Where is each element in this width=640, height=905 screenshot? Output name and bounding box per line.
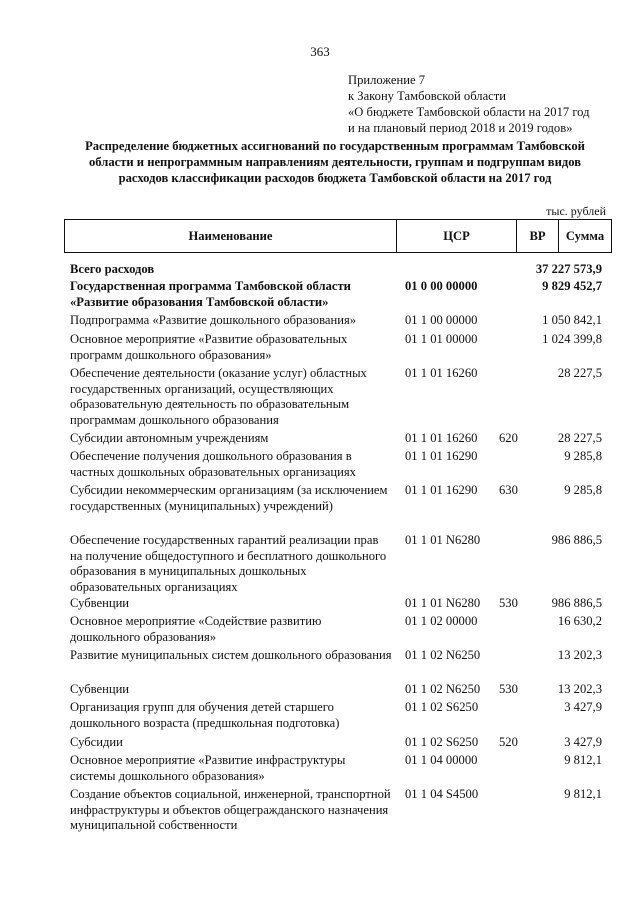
- row-vr: 630: [499, 483, 518, 497]
- row-name: Организация групп для обучения детей старшего дошкольного возраста (предшкольная подготовка): [70, 700, 340, 730]
- row-csr: 01 1 04 S4500: [405, 787, 479, 801]
- row-sum: 13 202,3: [557, 648, 602, 662]
- page-number: 363: [310, 44, 330, 59]
- row-sum: 986 886,5: [551, 596, 602, 610]
- row-csr: 01 1 02 N6250: [405, 648, 481, 662]
- row-csr: 01 1 02 S6250: [405, 735, 479, 749]
- units-label: тыс. рублей: [546, 204, 606, 218]
- row-sum: 9 285,8: [564, 449, 602, 463]
- row-csr: 01 1 01 16290: [405, 449, 478, 463]
- row-csr: 01 1 02 N6250: [405, 682, 481, 696]
- row-sum: 986 886,5: [551, 533, 602, 547]
- row-csr: 01 1 01 16260: [405, 431, 478, 445]
- row-csr: 01 1 01 N6280: [405, 596, 481, 610]
- row-name: Основное мероприятие «Содействие развитию дошкольного образования»: [70, 614, 322, 644]
- header-vr: ВР: [516, 220, 558, 252]
- row-sum: 16 630,2: [557, 614, 602, 628]
- row-name: Подпрограмма «Развитие дошкольного образования»: [70, 313, 357, 327]
- row-csr: 01 1 01 16290: [405, 483, 478, 497]
- document-title: Распределение бюджетных ассигнований по государственным программам Тамбовской области и непрограммным направлениям деятельности, группам и подгруппам видов расходов классификации расходов бюджета Тамбовской области на 2017 год: [85, 139, 585, 185]
- header-name: Наименование: [188, 228, 273, 243]
- appendix-line-4: и на плановый период 2018 и 2019 годов»: [348, 121, 573, 135]
- row-vr: 530: [499, 682, 518, 696]
- row-sum: 9 812,1: [564, 753, 602, 767]
- appendix-reference: [348, 72, 590, 136]
- row-name: Обеспечение деятельности (оказание услуг) областных государственных организаций, осуществляющих образовательную деятельность по образовательным программам дошкольного образования: [70, 366, 367, 427]
- row-name: Субсидии: [70, 735, 123, 749]
- row-csr: 01 1 01 N6280: [405, 533, 481, 547]
- row-name: Субсидии некоммерческим организациям (за исключением государственных (муниципальных) учреждений): [70, 483, 388, 513]
- row-name: Основное мероприятие «Развитие инфраструктуры системы дошкольного образования»: [70, 753, 346, 783]
- appendix-line-3: «О бюджете Тамбовской области на 2017 год: [348, 105, 590, 119]
- row-csr: 01 1 02 S6250: [405, 700, 479, 714]
- header-sum: Сумма: [558, 220, 611, 252]
- header-csr: ЦСР: [396, 220, 516, 252]
- row-sum: 3 427,9: [564, 700, 602, 714]
- row-name: Основное мероприятие «Развитие образовательных программ дошкольного образования»: [70, 332, 348, 362]
- row-name: Государственная программа Тамбовской области «Развитие образования Тамбовской области»: [70, 279, 351, 309]
- row-name: Развитие муниципальных систем дошкольного образования: [70, 648, 392, 662]
- appendix-line-2: к Закону Тамбовской области: [348, 89, 506, 103]
- row-sum: 9 812,1: [564, 787, 602, 801]
- table-header: [64, 219, 612, 253]
- row-vr: 530: [499, 596, 518, 610]
- row-name: Субвенции: [70, 682, 130, 696]
- row-vr: 620: [499, 431, 518, 445]
- row-sum: 28 227,5: [557, 431, 602, 445]
- row-name: Обеспечение государственных гарантий реализации прав на получение общедоступного и бесплатного дошкольного образования в муниципальных дошкольных образовательных организациях: [70, 533, 387, 594]
- row-name: Субсидии автономным учреждениям: [70, 431, 269, 445]
- row-csr: 01 0 00 00000: [405, 279, 478, 293]
- row-csr: 01 1 02 00000: [405, 614, 478, 628]
- row-sum: 3 427,9: [564, 735, 602, 749]
- row-csr: 01 1 04 00000: [405, 753, 478, 767]
- row-name: Обеспечение получения дошкольного образования в частных дошкольных образовательных организациях: [70, 449, 356, 479]
- row-name: Создание объектов социальной, инженерной, транспортной инфраструктуры и объектов общегражданского назначения муниципальной собственности: [70, 787, 391, 832]
- row-sum: 13 202,3: [557, 682, 602, 696]
- row-sum: 1 024 399,8: [542, 332, 602, 346]
- row-csr: 01 1 01 16260: [405, 366, 478, 380]
- row-name: Субвенции: [70, 596, 130, 610]
- row-name: Всего расходов: [70, 262, 155, 276]
- row-sum: 1 050 842,1: [542, 313, 602, 327]
- appendix-line-1: Приложение 7: [348, 73, 426, 87]
- row-sum: 9 829 452,7: [542, 279, 602, 293]
- row-sum: 9 285,8: [564, 483, 602, 497]
- row-csr: 01 1 01 00000: [405, 332, 478, 346]
- row-sum: 37 227 573,9: [535, 262, 602, 276]
- row-csr: 01 1 00 00000: [405, 313, 478, 327]
- row-sum: 28 227,5: [557, 366, 602, 380]
- row-vr: 520: [499, 735, 518, 749]
